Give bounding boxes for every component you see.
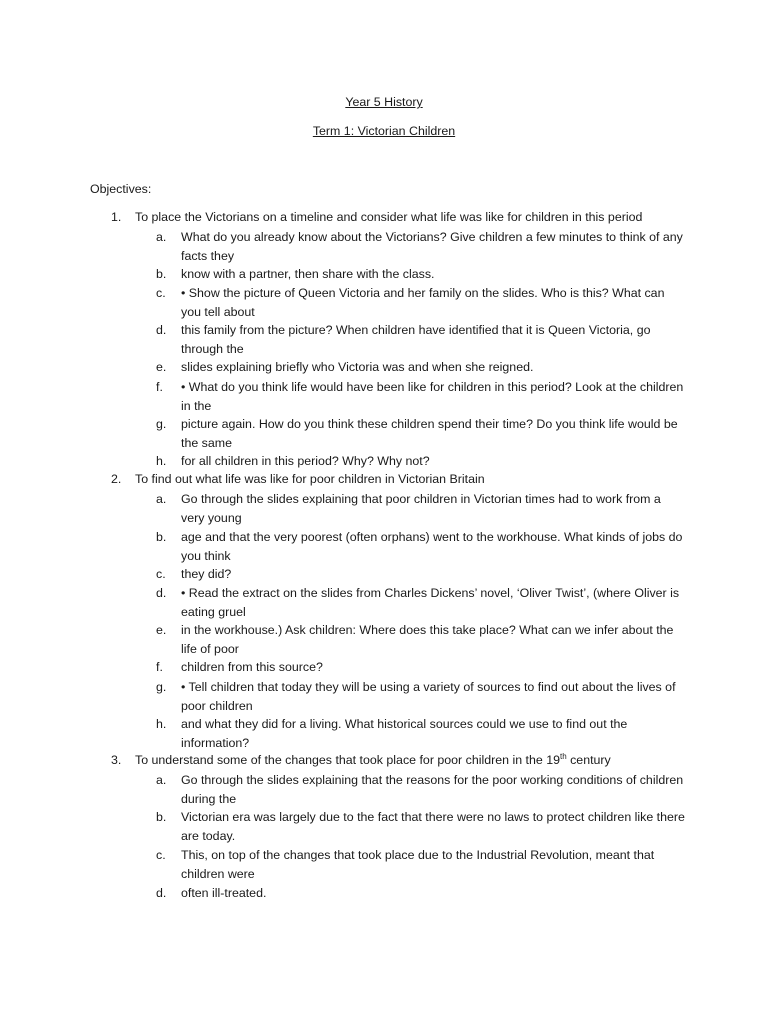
item-text: Victorian era was largely due to the fact that there were no laws to protect children like there are today. bbox=[181, 810, 685, 843]
item-text: and what they did for a living. What historical sources could we use to find out the information? bbox=[181, 717, 628, 750]
item-letter: b. bbox=[156, 267, 167, 281]
item-text: children from this source? bbox=[181, 660, 323, 674]
item-letter: a. bbox=[156, 492, 167, 506]
objective-number: 1. bbox=[111, 210, 122, 224]
item-letter: b. bbox=[156, 810, 167, 824]
item-text: this family from the picture? When children have identified that it is Queen Victoria, go through the bbox=[181, 323, 651, 356]
item-letter: h. bbox=[156, 717, 167, 731]
item-letter: d. bbox=[156, 886, 167, 900]
item-letter: h. bbox=[156, 454, 167, 468]
objective-text bbox=[135, 752, 611, 768]
item-text: slides explaining briefly who Victoria was and when she reigned. bbox=[181, 360, 534, 374]
item-text: Go through the slides explaining that poor children in Victorian times had to work from a very young bbox=[181, 492, 661, 525]
item-letter: d. bbox=[156, 586, 167, 600]
item-letter: e. bbox=[156, 623, 167, 637]
item-text: in the workhouse.) Ask children: Where does this take place? What can we infer about the life of poor bbox=[181, 623, 674, 656]
item-text: What do you already know about the Victorians? Give children a few minutes to think of any facts they bbox=[181, 230, 683, 263]
item-letter: f. bbox=[156, 660, 163, 674]
item-letter: a. bbox=[156, 230, 167, 244]
objectives-heading: Objectives: bbox=[90, 182, 152, 196]
item-text: know with a partner, then share with the class. bbox=[181, 267, 435, 281]
item-text: for all children in this period? Why? Why not? bbox=[181, 454, 430, 468]
item-letter: f. bbox=[156, 380, 163, 394]
objective-text-main: To understand some of the changes that took place for poor children in the 19 bbox=[135, 753, 560, 767]
item-letter: g. bbox=[156, 417, 167, 431]
item-letter: c. bbox=[156, 848, 166, 862]
objective-text-end: century bbox=[566, 753, 611, 767]
item-text: Go through the slides explaining that the reasons for the poor working conditions of children during the bbox=[181, 773, 684, 806]
item-text: • What do you think life would have been like for children in this period? Look at the children in the bbox=[181, 380, 684, 413]
item-text: This, on top of the changes that took place due to the Industrial Revolution, meant that children were bbox=[181, 848, 655, 881]
item-text: • Tell children that today they will be using a variety of sources to find out about the lives of poor children bbox=[181, 680, 676, 713]
item-text: • Read the extract on the slides from Charles Dickens’ novel, ‘Oliver Twist’, (where Oliver is eating gruel bbox=[181, 586, 680, 619]
item-text: often ill-treated. bbox=[181, 886, 267, 900]
item-letter: c. bbox=[156, 286, 166, 300]
item-text: • Show the picture of Queen Victoria and her family on the slides. Who is this? What can you tell about bbox=[181, 286, 665, 319]
item-letter: b. bbox=[156, 530, 167, 544]
objective-text: To find out what life was like for poor children in Victorian Britain bbox=[135, 472, 485, 486]
item-text: they did? bbox=[181, 567, 232, 581]
objective-text: To place the Victorians on a timeline and consider what life was like for children in this period bbox=[135, 210, 643, 224]
document-subtitle: Term 1: Victorian Children bbox=[312, 124, 456, 138]
item-letter: g. bbox=[156, 680, 167, 694]
item-letter: a. bbox=[156, 773, 167, 787]
item-text: age and that the very poorest (often orphans) went to the workhouse. What kinds of jobs do you think bbox=[181, 530, 683, 563]
objective-number: 2. bbox=[111, 472, 122, 486]
document-title: Year 5 History bbox=[345, 95, 423, 109]
item-text: picture again. How do you think these children spend their time? Do you think life would be the same bbox=[181, 417, 678, 450]
item-letter: d. bbox=[156, 323, 167, 337]
item-letter: e. bbox=[156, 360, 167, 374]
item-letter: c. bbox=[156, 567, 166, 581]
objective-number: 3. bbox=[111, 753, 122, 767]
ordinal-suffix: th bbox=[560, 751, 567, 761]
